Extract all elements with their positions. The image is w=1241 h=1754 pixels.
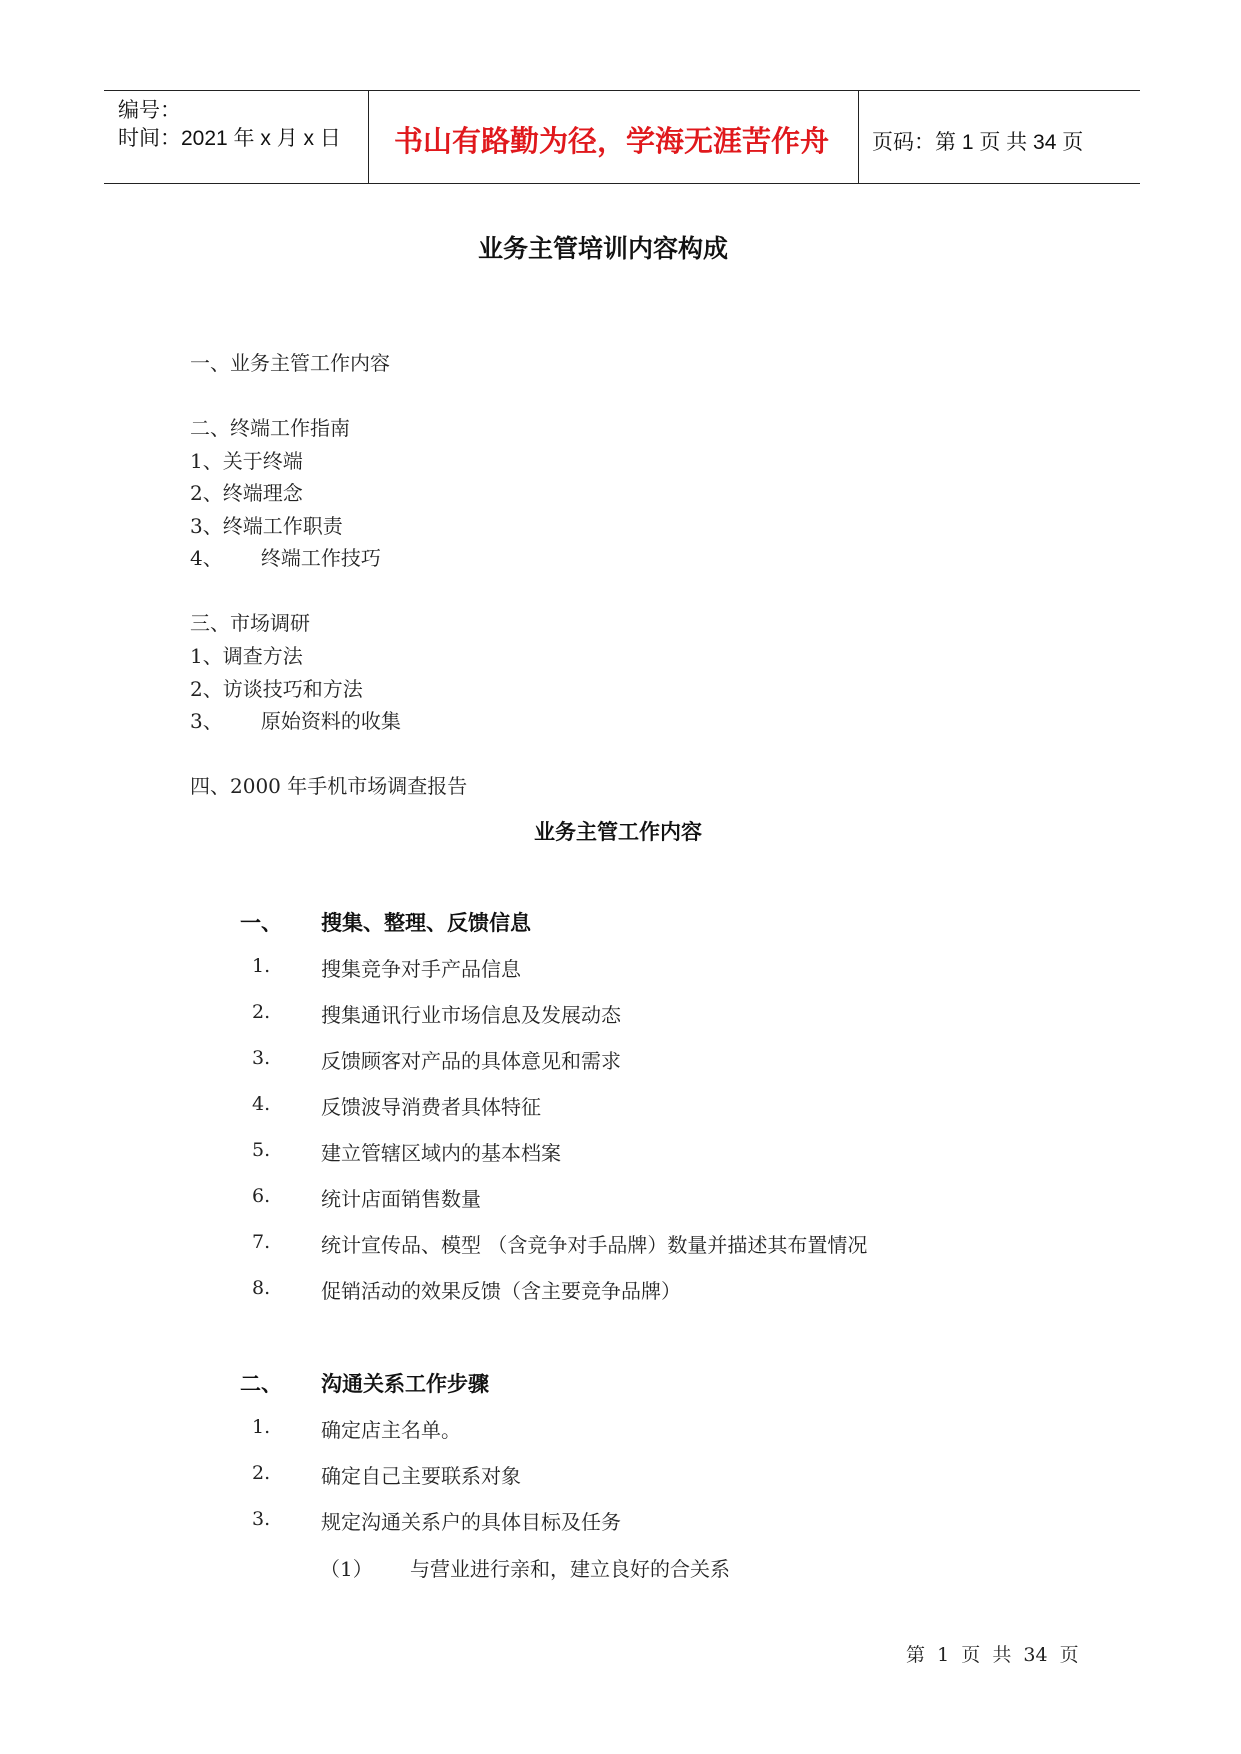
list-item-number: 8. [252,1277,271,1299]
list-item: 建立管辖区域内的基本档案 [321,1141,561,1165]
motto: 书山有路勤为径，学海无涯苦作舟 [394,124,830,158]
list-item: 统计店面销售数量 [321,1187,481,1211]
section2-number: 二、 [240,1372,282,1396]
time-label: 时间：2021 年 x 月 x 日 [118,127,341,150]
list-item: 确定店主名单。 [321,1418,461,1442]
section2-title: 沟通关系工作步骤 [321,1372,489,1396]
header-bottom-rule [104,183,1140,184]
section-subtitle: 业务主管工作内容 [534,820,702,844]
list-item-number: 6. [252,1185,271,1207]
list-item: 统计宣传品、模型 （含竞争对手品牌）数量并描述其布置情况 [321,1233,868,1257]
list-item: 反馈顾客对产品的具体意见和需求 [321,1049,621,1073]
toc-item: 4、 终端工作技巧 [190,546,381,570]
list-item-number: 3. [252,1508,271,1530]
header-divider-right [858,90,859,183]
list-item: 确定自己主要联系对象 [321,1464,521,1488]
list-item-number: 5. [252,1139,271,1161]
list-item: 搜集竞争对手产品信息 [321,957,521,981]
list-item: 促销活动的效果反馈（含主要竞争品牌） [321,1279,681,1303]
number-label: 编号： [118,99,181,122]
section1-number: 一、 [240,911,282,935]
toc-item: 1、关于终端 [190,449,303,473]
list-item-number: 1. [252,1416,271,1438]
toc-item: 3、 原始资料的收集 [190,709,401,733]
list-item-number: 2. [252,1462,271,1484]
toc-item: 2、访谈技巧和方法 [190,677,363,701]
list-item-number: 4. [252,1093,271,1115]
document-title: 业务主管培训内容构成 [478,234,729,263]
list-item: 规定沟通关系户的具体目标及任务 [321,1510,621,1534]
list-item: 搜集通讯行业市场信息及发展动态 [321,1003,621,1027]
toc-item: 2、终端理念 [190,481,303,505]
toc-item: 1、调查方法 [190,644,303,668]
page-footer: 第 1 页 共 34 页 [906,1644,1079,1666]
toc-item: 3、终端工作职责 [190,514,343,538]
sub-item: 与营业进行亲和，建立良好的合关系 [410,1557,730,1581]
toc-item: 三、市场调研 [190,611,310,635]
toc-item: 二、终端工作指南 [190,416,350,440]
list-item-number: 2. [252,1001,271,1023]
list-item-number: 3. [252,1047,271,1069]
sub-item-number: （1） [320,1557,373,1581]
toc-item: 四、2000 年手机市场调查报告 [190,774,468,798]
section1-title: 搜集、整理、反馈信息 [321,911,531,935]
header-divider-left [368,90,369,183]
list-item-number: 1. [252,955,271,977]
page-label: 页码：第 1 页 共 34 页 [872,131,1084,154]
list-item-number: 7. [252,1231,271,1253]
list-item: 反馈波导消费者具体特征 [321,1095,541,1119]
header-top-rule [104,90,1140,91]
toc-item: 一、业务主管工作内容 [190,351,390,375]
